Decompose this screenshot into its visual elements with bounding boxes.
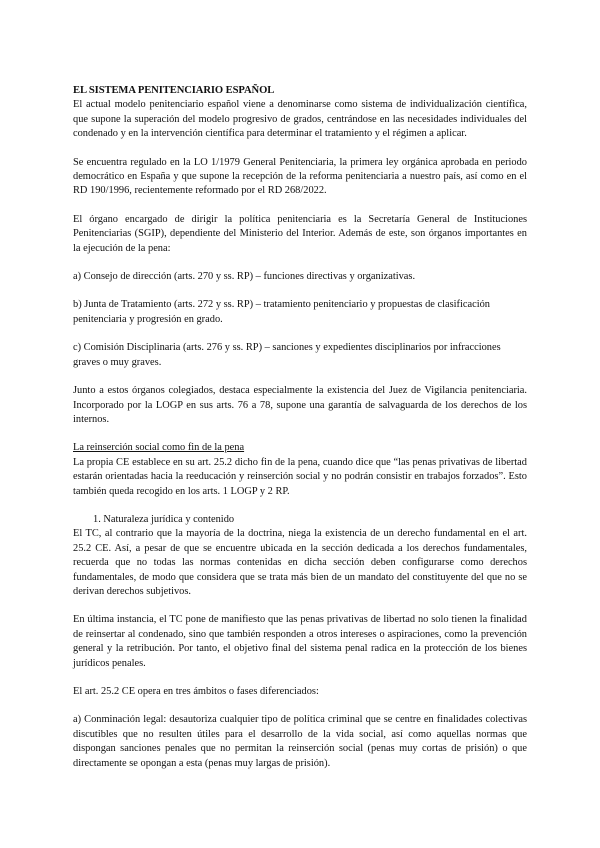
- list-item-comision-disciplinaria: c) Comisión Disciplinaria (arts. 276 y ss. RP) – sanciones y expedientes disciplinarios por infracciones graves o muy graves.: [73, 342, 501, 368]
- list-item-consejo-direccion: a) Consejo de dirección (arts. 270 y ss. RP) – funciones directivas y organizativas.: [73, 271, 416, 283]
- paragraph-sgip: El órgano encargado de dirigir la política penitenciaria es la Secretaría General de Instituciones Penitenciarias (SGIP), dependiente del Ministerio del Interior. Además de este, son órganos importantes en la ejecución de la pena:: [73, 213, 527, 254]
- section-heading-reinsercion: La reinserción social como fin de la pena: [73, 442, 245, 454]
- paragraph-tc-finalidad: En última instancia, el TC pone de manifiesto que las penas privativas de libertad no solo tienen la finalidad de reinsertar al condenado, sino que también responden a otros intereses o aspiraciones, como la prevención general y la retribución. Por tanto, el objetivo final del sistema penal radica en la protección de los bienes jurídicos penales.: [73, 614, 527, 669]
- paragraph-juez-vigilancia: Junto a estos órganos colegiados, destaca especialmente la existencia del Juez de Vigilancia penitenciaria. Incorporado por la LOGP en sus arts. 76 a 78, supone una garantía de salvaguarda de los derechos de los internos.: [73, 385, 527, 425]
- paragraph-conminacion-legal: a) Conminación legal: desautoriza cualquier tipo de política criminal que se centre en finalidades colectivas discutibles que no resulten útiles para el desarrollo de la vida social, así como aquellas normas que dispongan sanciones penales que no permitan la reinserción social (penas muy cortas de prisión) o que directamente se opongan a esta (penas muy largas de prisión).: [73, 714, 527, 769]
- paragraph-regulation: Se encuentra regulado en la LO 1/1979 General Penitenciaria, la primera ley orgánica aprobada en periodo democrático en España y que supone la recepción de la reforma penitenciaria a nuestro país, así como en el RD 190/1996, recientemente reformado por el RD 268/2022.: [73, 156, 527, 197]
- numbered-heading-naturaleza: 1. Naturaleza jurídica y contenido: [93, 513, 235, 525]
- paragraph-tc-derecho-fundamental: El TC, al contrario que la mayoría de la doctrina, niega la existencia de un derecho fundamental en el art. 25.2 CE. Así, a pesar de que se encuentre ubicada en la sección dedicada a los derechos fundamentales, recuerda que no todas las normas contenidas en dicha sección deben configurarse como derechos fundamentales, de modo que considera que se trata más bien de un mandato del constituyente del que no se derivan derechos subjetivos.: [73, 528, 527, 597]
- paragraph-art-25-2: La propia CE establece en su art. 25.2 dicho fin de la pena, cuando dice que “las penas privativas de libertad estarán orientadas hacia la reeducación y reinserción social y no podrán consistir en trabajos forzados”. Esto también queda recogido en los arts. 1 LOGP y 2 RP.: [73, 456, 527, 497]
- document-page: [73, 84, 527, 771]
- paragraph-individualization-model: El actual modelo penitenciario español viene a denominarse como sistema de individualización científica, que supone la superación del modelo progresivo de grados, centrándose en las necesidades individuales del condenado y en la intervención científica para determinar el tratamiento y el régimen a aplicar.: [73, 99, 527, 140]
- list-item-junta-tratamiento: b) Junta de Tratamiento (arts. 272 y ss. RP) – tratamiento penitenciario y propuestas de clasificación penitenciaria y progresión en grado.: [73, 299, 490, 325]
- paragraph-tres-ambitos: El art. 25.2 CE opera en tres ámbitos o fases diferenciados:: [73, 686, 319, 697]
- document-title: EL SISTEMA PENITENCIARIO ESPAÑOL: [73, 85, 275, 96]
